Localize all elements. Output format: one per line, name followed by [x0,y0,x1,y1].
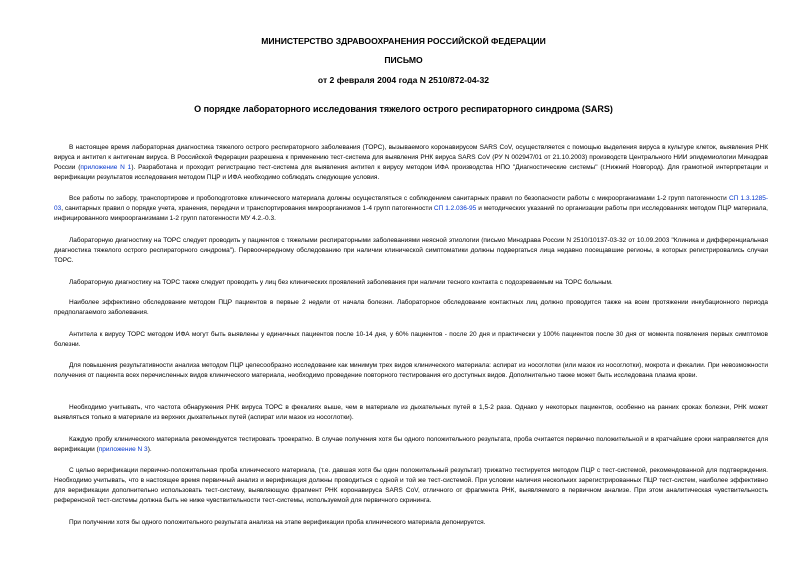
paragraph-1-text-b: ). Разработана и проходит регистрацию тест-система для выявления антител к вирусу методом ИФА производства НПО "Диагностические системы" (г.Нижний Новгород). Для грамотной интерпретации и верификации результатов исследования методом ПЦР и ИФА необходимо соблюдать следующие условия. [54,164,768,181]
paragraph-9-text-b: ). [147,446,152,453]
paragraph-5: Наиболее эффективно обследование методом ПЦР пациентов в первые 2 недели от начала болезни. Лабораторное обследование контактных лиц должно проводится также на всем протяжении инкубационного периода предполагаемого заболевания. [54,299,768,316]
paragraph-1 [54,143,768,183]
paragraph-2-text-c: и методических указаний по организации работы при исследованиях методом ПЦР материала, инфицированного микроорганизмами 1-2 групп патогенности МУ 4.2.-0.3. [54,205,768,222]
paragraph-9 [54,435,768,455]
sp-1-2-036-95-link[interactable]: СП 1.2.036-95 [433,205,477,212]
ministry-title: МИНИСТЕРСТВО ЗДРАВООХРАНЕНИЯ РОССИЙСКОЙ ФЕДЕРАЦИИ [261,36,546,46]
paragraph-3: Лабораторную диагностику на ТОРС следует проводить у пациентов с тяжелыми респираторными заболеваниями неясной этиологии (письмо Минздрава России N 2510/10137-03-32 от 10.09.2003 "Клиника и дифференциальная диагностика тяжелого острого респираторного синдрома"). Первоочередному обследованию при наличии клинической симптоматики должны подвергаться лица недавно посещавшие регионы, в которых регистрировались случаи ТОРС. [54,237,768,264]
paragraph-2 [54,194,768,224]
paragraph-10: С целью верификации первично-положительная проба клинического материала, (т.е. давшая хотя бы один положительный результат) трижатно тестируется методом ПЦР с тест-системой, рекомендованной для подтверждения. Необходимо учитывать, что в настоящее время первичный анализ и верификация должны проводиться с одной и той же тест-системой. При условии наличия нескольких зарегистрированных ПЦР тест-систем, наиболее эффективно для верификации дополнительно использовать тест-систему, выявляющую фрагмент РНК коронавируса SARS CoV, отличного от фрагмента РНК, выявляемого в первичном анализе. При этом аналитическая чувствительность референсной тест-системы должна быть не ниже чувствительности тест-системы, используемой для первичного скрининга. [54,467,768,504]
document-subject: О порядке лабораторного исследования тяжелого острого респираторного синдрома (SARS) [194,104,613,114]
paragraph-9-text-a: Каждую пробу клинического материала рекомендуется тестировать троекратно. В случае получения хотя бы одного положительного результата, проба считается первично положительной и в кратчайшие сроки направляется для верификации ( [54,436,768,453]
paragraph-1-text-a: В настоящее время лабораторная диагностика тяжелого острого респираторного заболевания (ТОРС), вызываемого коронавирусом SARS CoV, осуществляется с помощью выделения вируса в культуре клеток, выявления РНК вируса и антител к антигенам вируса. В Российской Федерации разрешена к применению тест-система для выявления РНК вируса SARS CoV (РУ N 002947/01 от 21.10.2003) производств Центрального НИИ эпидемиологии Минздрав России ( [54,144,768,171]
sp-1-3-1285-03-link[interactable]: СП 1.3.1285-03 [54,195,768,212]
appendix-3-link[interactable]: приложение N 3 [98,446,148,453]
paragraph-7: Для повышения результативности анализа методом ПЦР целесообразно исследование как минимум трех видов клинического материала: аспират из носоглотки (или мазок из носоглотки), мокрота и фекалии. При невозможности получения от пациента всех перечисленных видов клинического материала, необходимо проведение повторного тестирования его доступных видов. Дополнительно также может быть исследована плазма крови. [54,362,768,379]
paragraph-4: Лабораторную диагностику на ТОРС также следует проводить у лиц без клинических проявлений заболевания при наличии тесного контакта с подозреваемым на ТОРС больным. [69,279,613,286]
document-date: от 2 февраля 2004 года N 2510/872-04-32 [317,75,490,85]
paragraph-2-text-b: , санитарных правил о порядке учета, хранения, передачи и транспортирования микроорганизмов 1-4 групп патогенности [61,205,434,212]
paragraph-8: Необходимо учитывать, что частота обнаружения РНК вируса ТОРС в фекалиях выше, чем в материале из дыхательных путей в 1,5-2 раза. Однако у некоторых пациентов, особенно на ранних сроках болезни, РНК может выявляться только в материале из верхних дыхательных путей (аспират или мазок из носоглотки). [54,404,768,421]
document-type: ПИСЬМО [384,55,423,65]
paragraph-6: Антитела к вирусу ТОРС методом ИФА могут быть выявлены у единичных пациентов после 10-14 дня, у 60% пациентов - после 20 дня и практически у 100% пациентов после 30 дня от момента появления первых симптомов болезни. [54,331,768,348]
appendix-1-link[interactable]: приложение N 1 [80,164,132,171]
paragraph-11: При получении хотя бы одного положительного результата анализа на этапе верификации проба клинического материала депонируется. [69,519,486,526]
paragraph-2-text-a: Все работы по забору, транспортирове и пробоподготовке клинического материала должны осуществляться с соблюдением санитарных правил по безопасности работы с микроорганизмами 1-2 групп патогенности [69,195,729,202]
